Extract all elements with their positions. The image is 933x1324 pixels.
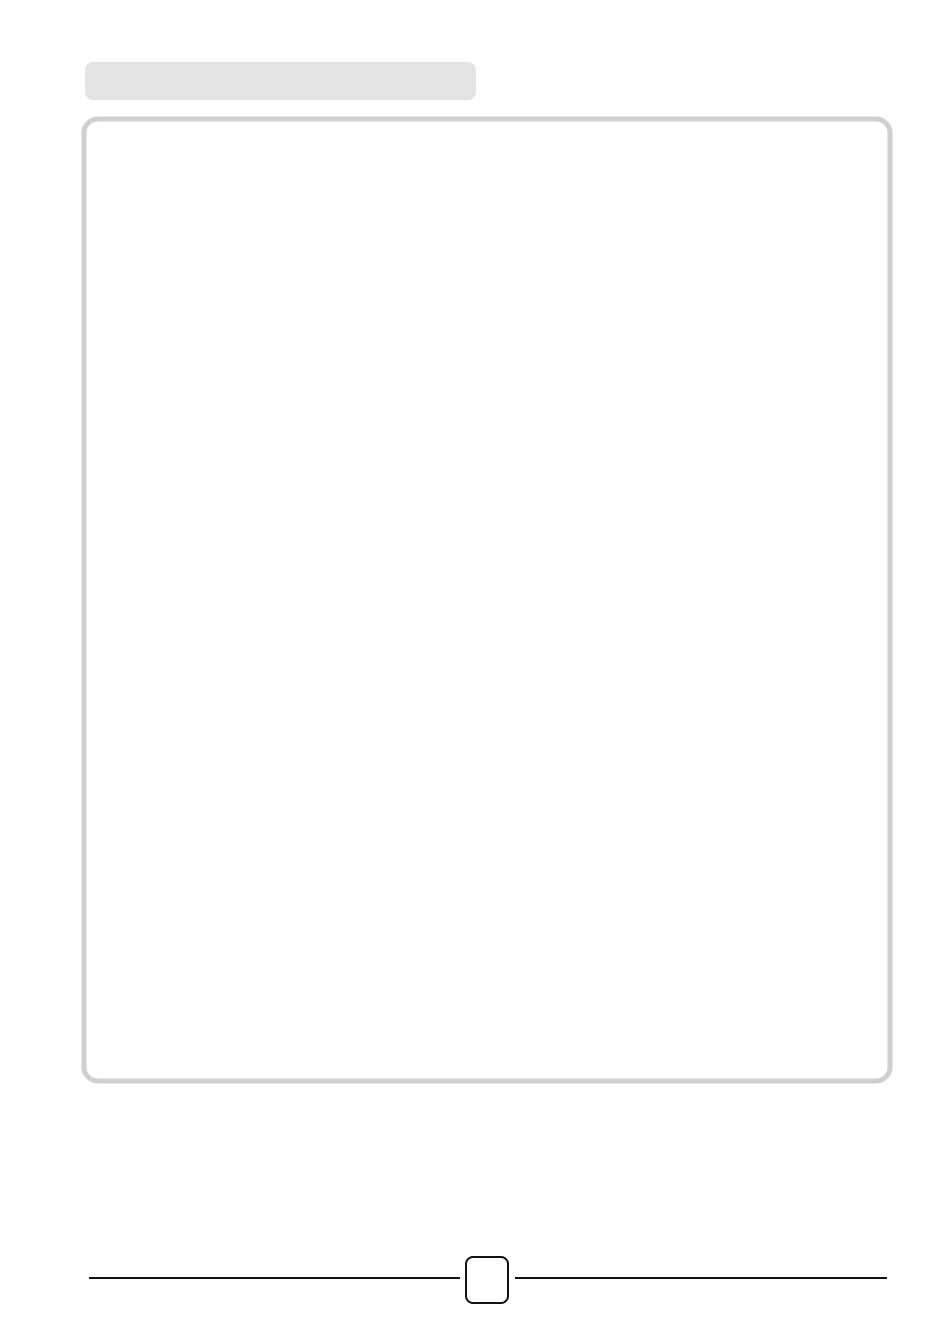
footer-line-right xyxy=(515,1277,887,1279)
page-number-box xyxy=(465,1256,509,1304)
table-frame xyxy=(84,119,890,1081)
footer-line-left xyxy=(89,1277,460,1279)
